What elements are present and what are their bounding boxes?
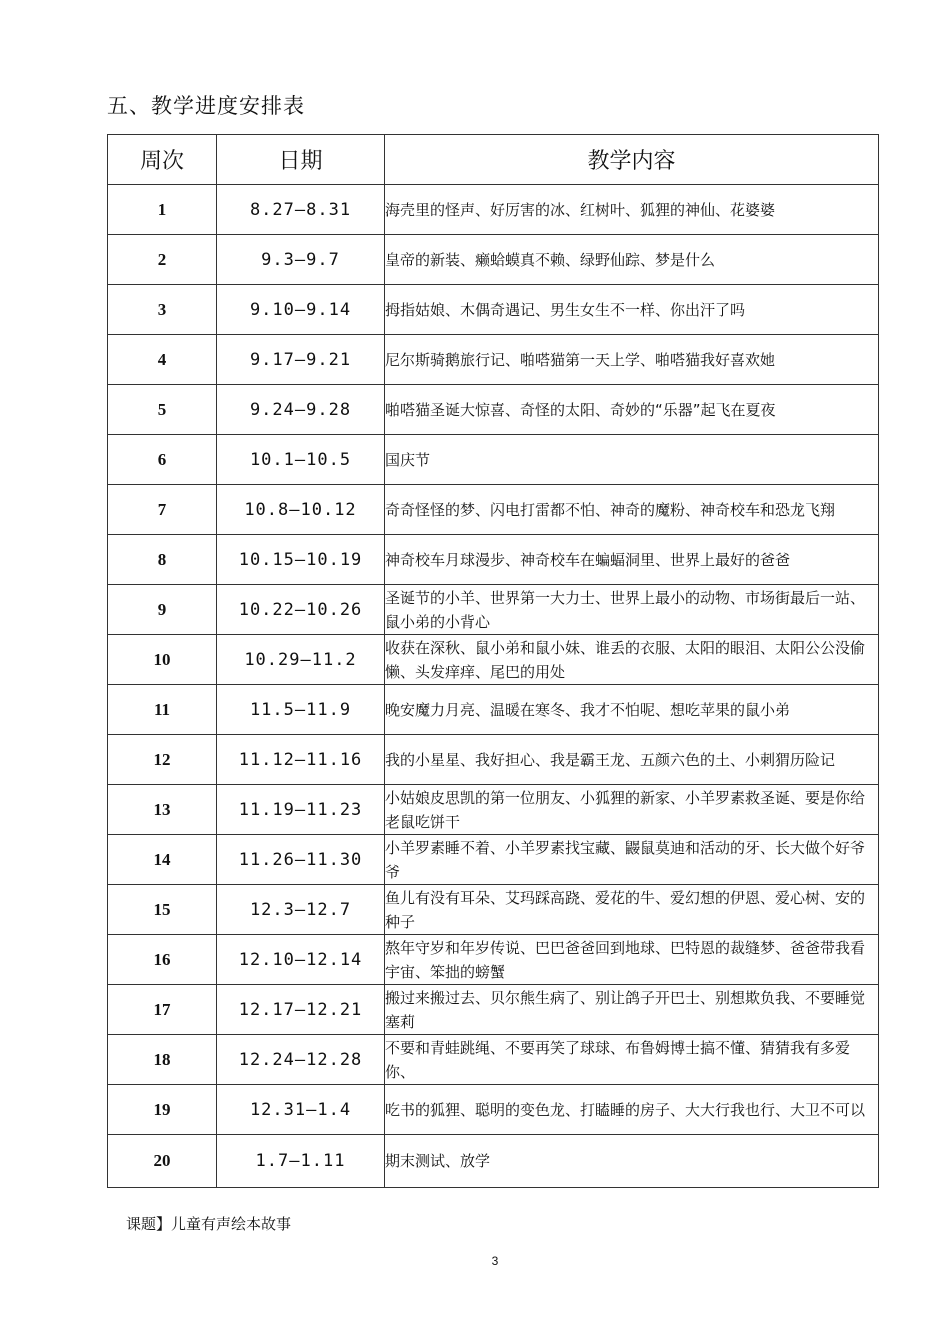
week-cell: 20	[108, 1135, 217, 1188]
page-number: 3	[491, 1254, 499, 1268]
table-header-row	[108, 135, 879, 185]
date-cell: 9.10—9.14	[217, 285, 385, 335]
table-row	[108, 835, 879, 885]
content-cell: 熬年守岁和年岁传说、巴巴爸爸回到地球、巴特恩的裁缝梦、爸爸带我看宇宙、笨拙的螃蟹	[385, 935, 879, 985]
date-cell: 9.24—9.28	[217, 385, 385, 435]
content-cell: 圣诞节的小羊、世界第一大力士、世界上最小的动物、市场街最后一站、鼠小弟的小背心	[385, 585, 879, 635]
table-row	[108, 985, 879, 1035]
content-cell: 鱼儿有没有耳朵、艾玛踩高跷、爱花的牛、爱幻想的伊恩、爱心树、安的种子	[385, 885, 879, 935]
week-cell: 19	[108, 1085, 217, 1135]
week-cell: 3	[108, 285, 217, 335]
content-cell: 晚安魔力月亮、温暖在寒冬、我才不怕呢、想吃苹果的鼠小弟	[385, 685, 879, 735]
week-cell: 16	[108, 935, 217, 985]
week-cell: 5	[108, 385, 217, 435]
date-cell: 10.22—10.26	[217, 585, 385, 635]
table-row	[108, 235, 879, 285]
table-row	[108, 735, 879, 785]
header-content: 教学内容	[385, 135, 879, 185]
content-cell: 搬过来搬过去、贝尔熊生病了、别让鸽子开巴士、别想欺负我、不要睡觉塞莉	[385, 985, 879, 1035]
date-cell: 12.3—12.7	[217, 885, 385, 935]
week-cell: 11	[108, 685, 217, 735]
table-row	[108, 285, 879, 335]
date-cell: 12.31—1.4	[217, 1085, 385, 1135]
header-date: 日期	[217, 135, 385, 185]
date-cell: 10.15—10.19	[217, 535, 385, 585]
week-cell: 7	[108, 485, 217, 535]
content-cell: 吃书的狐狸、聪明的变色龙、打瞌睡的房子、大大行我也行、大卫不可以	[385, 1085, 879, 1135]
table-row	[108, 535, 879, 585]
content-cell: 拇指姑娘、木偶奇遇记、男生女生不一样、你出汗了吗	[385, 285, 879, 335]
date-cell: 12.24—12.28	[217, 1035, 385, 1085]
content-cell: 神奇校车月球漫步、神奇校车在蝙蝠洞里、世界上最好的爸爸	[385, 535, 879, 585]
date-cell: 9.17—9.21	[217, 335, 385, 385]
table-row	[108, 485, 879, 535]
content-cell: 小姑娘皮思凯的第一位朋友、小狐狸的新家、小羊罗素救圣诞、要是你给老鼠吃饼干	[385, 785, 879, 835]
content-cell: 国庆节	[385, 435, 879, 485]
table-row	[108, 635, 879, 685]
table-row	[108, 185, 879, 235]
footer-note: 课题】儿童有声绘本故事	[126, 1215, 292, 1233]
date-cell: 12.10—12.14	[217, 935, 385, 985]
week-cell: 8	[108, 535, 217, 585]
date-cell: 10.8—10.12	[217, 485, 385, 535]
week-cell: 4	[108, 335, 217, 385]
table-row	[108, 385, 879, 435]
content-cell: 小羊罗素睡不着、小羊罗素找宝藏、鼹鼠莫迪和活动的牙、长大做个好爷爷	[385, 835, 879, 885]
date-cell: 9.3—9.7	[217, 235, 385, 285]
week-cell: 15	[108, 885, 217, 935]
week-cell: 18	[108, 1035, 217, 1085]
table-row	[108, 685, 879, 735]
table-row	[108, 335, 879, 385]
week-cell: 17	[108, 985, 217, 1035]
content-cell: 海壳里的怪声、好厉害的冰、红树叶、狐狸的神仙、花婆婆	[385, 185, 879, 235]
date-cell: 11.5—11.9	[217, 685, 385, 735]
date-cell: 8.27—8.31	[217, 185, 385, 235]
week-cell: 14	[108, 835, 217, 885]
header-week: 周次	[108, 135, 217, 185]
week-cell: 13	[108, 785, 217, 835]
table-row	[108, 585, 879, 635]
date-cell: 11.12—11.16	[217, 735, 385, 785]
table-row	[108, 785, 879, 835]
date-cell: 10.29—11.2	[217, 635, 385, 685]
week-cell: 12	[108, 735, 217, 785]
week-cell: 10	[108, 635, 217, 685]
week-cell: 6	[108, 435, 217, 485]
week-cell: 2	[108, 235, 217, 285]
content-cell: 我的小星星、我好担心、我是霸王龙、五颜六色的土、小刺猬历险记	[385, 735, 879, 785]
content-cell: 收获在深秋、鼠小弟和鼠小妹、谁丢的衣服、太阳的眼泪、太阳公公没偷懒、头发痒痒、尾巴的用处	[385, 635, 879, 685]
table-row	[108, 1135, 879, 1188]
schedule-table	[107, 134, 879, 1188]
content-cell: 皇帝的新装、癞蛤蟆真不赖、绿野仙踪、梦是什么	[385, 235, 879, 285]
content-cell: 奇奇怪怪的梦、闪电打雷都不怕、神奇的魔粉、神奇校车和恐龙飞翔	[385, 485, 879, 535]
content-cell: 不要和青蛙跳绳、不要再笑了球球、布鲁姆博士搞不懂、猜猜我有多爱你、	[385, 1035, 879, 1085]
date-cell: 11.26—11.30	[217, 835, 385, 885]
table-row	[108, 1085, 879, 1135]
date-cell: 10.1—10.5	[217, 435, 385, 485]
table-row	[108, 885, 879, 935]
content-cell: 啪嗒猫圣诞大惊喜、奇怪的太阳、奇妙的“乐器”起飞在夏夜	[385, 385, 879, 435]
week-cell: 9	[108, 585, 217, 635]
content-cell: 期末测试、放学	[385, 1135, 879, 1188]
date-cell: 11.19—11.23	[217, 785, 385, 835]
content-cell: 尼尔斯骑鹅旅行记、啪嗒猫第一天上学、啪嗒猫我好喜欢她	[385, 335, 879, 385]
table-row	[108, 1035, 879, 1085]
table-row	[108, 435, 879, 485]
date-cell: 12.17—12.21	[217, 985, 385, 1035]
week-cell: 1	[108, 185, 217, 235]
page-title: 五、教学进度安排表	[107, 94, 305, 118]
table-row	[108, 935, 879, 985]
date-cell: 1.7—1.11	[217, 1135, 385, 1188]
